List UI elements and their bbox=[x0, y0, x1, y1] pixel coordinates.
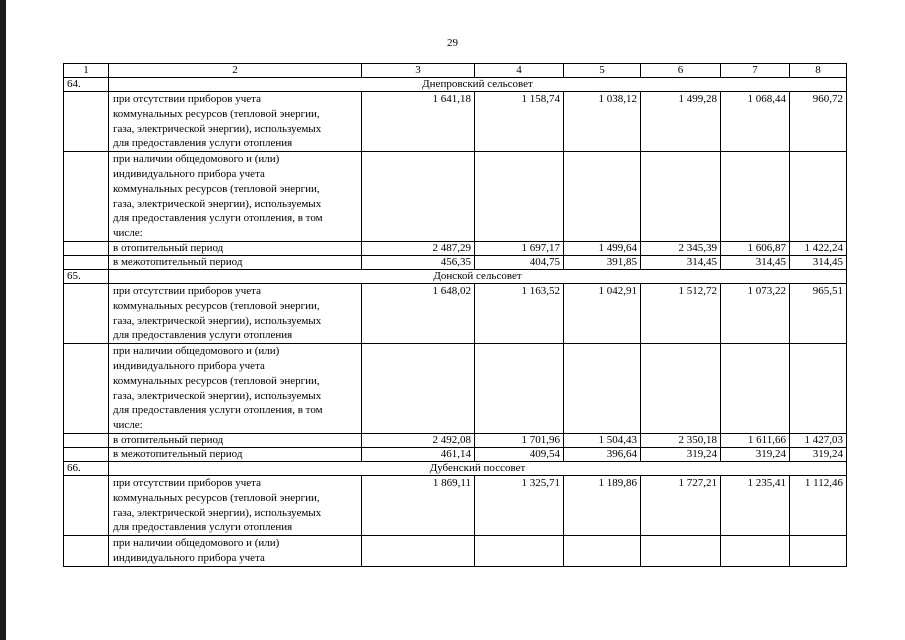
value-cell-col-8 bbox=[790, 152, 847, 242]
value-cell-col-6: 1 512,72 bbox=[641, 283, 721, 343]
row-description bbox=[109, 433, 362, 447]
value-cell-col-8: 1 112,46 bbox=[790, 475, 847, 535]
table-row bbox=[64, 283, 847, 343]
value-cell-col-5: 1 038,12 bbox=[564, 92, 641, 152]
value-cell-col-6: 1 727,21 bbox=[641, 475, 721, 535]
value-cell-col-5: 1 189,86 bbox=[564, 475, 641, 535]
row-description bbox=[109, 447, 362, 461]
description-line: для предоставления услуги отопления, в том bbox=[113, 404, 323, 417]
row-number-cell bbox=[64, 255, 109, 269]
table-row bbox=[64, 152, 847, 242]
description-line: при отсутствии приборов учета bbox=[113, 476, 261, 489]
header-cell: 3 bbox=[362, 64, 475, 78]
value-cell-col-3: 2 492,08 bbox=[362, 433, 475, 447]
row-number-cell bbox=[64, 152, 109, 242]
value-cell-col-7: 1 235,41 bbox=[721, 475, 790, 535]
value-cell-col-3 bbox=[362, 536, 475, 567]
description-line: в отопительный период bbox=[113, 241, 224, 254]
tariff-table bbox=[63, 63, 847, 567]
description-line: газа, электрической энергии), используемых bbox=[113, 389, 322, 402]
description-line: для предоставления услуги отопления bbox=[113, 329, 293, 342]
value-cell-col-3: 2 487,29 bbox=[362, 241, 475, 255]
value-cell-col-4: 404,75 bbox=[475, 255, 564, 269]
value-cell-col-8 bbox=[790, 536, 847, 567]
row-description bbox=[109, 255, 362, 269]
value-cell-col-7: 1 606,87 bbox=[721, 241, 790, 255]
description-line: газа, электрической энергии), используемых bbox=[113, 314, 322, 327]
description-line: при наличии общедомового и (или) bbox=[113, 537, 280, 550]
value-cell-col-6: 319,24 bbox=[641, 447, 721, 461]
value-cell-col-4 bbox=[475, 536, 564, 567]
value-cell-col-4: 1 158,74 bbox=[475, 92, 564, 152]
value-cell-col-7: 1 073,22 bbox=[721, 283, 790, 343]
row-description bbox=[109, 283, 362, 343]
value-cell-col-5: 1 499,64 bbox=[564, 241, 641, 255]
description-line: коммунальных ресурсов (тепловой энергии, bbox=[113, 491, 320, 504]
section-row bbox=[64, 269, 847, 283]
header-cell: 7 bbox=[721, 64, 790, 78]
table-row bbox=[64, 433, 847, 447]
value-cell-col-4 bbox=[475, 152, 564, 242]
table-header-row bbox=[64, 64, 847, 78]
description-line: для предоставления услуги отопления bbox=[113, 137, 293, 150]
value-cell-col-5: 1 042,91 bbox=[564, 283, 641, 343]
description-line: в отопительный период bbox=[113, 433, 224, 446]
row-number-cell bbox=[64, 283, 109, 343]
value-cell-col-8: 960,72 bbox=[790, 92, 847, 152]
header-cell: 5 bbox=[564, 64, 641, 78]
description-line: для предоставления услуги отопления bbox=[113, 521, 293, 534]
description-line: при наличии общедомового и (или) bbox=[113, 153, 280, 166]
description-line: коммунальных ресурсов (тепловой энергии, bbox=[113, 107, 320, 120]
value-cell-col-6: 2 345,39 bbox=[641, 241, 721, 255]
value-cell-col-4 bbox=[475, 344, 564, 434]
description-line: числе: bbox=[113, 419, 143, 432]
value-cell-col-7: 314,45 bbox=[721, 255, 790, 269]
value-cell-col-5: 396,64 bbox=[564, 447, 641, 461]
value-cell-col-7: 1 611,66 bbox=[721, 433, 790, 447]
value-cell-col-3: 1 648,02 bbox=[362, 283, 475, 343]
header-cell: 8 bbox=[790, 64, 847, 78]
description-line: при отсутствии приборов учета bbox=[113, 93, 261, 105]
value-cell-col-5: 391,85 bbox=[564, 255, 641, 269]
row-number-cell bbox=[64, 92, 109, 152]
section-row bbox=[64, 461, 847, 475]
value-cell-col-6: 2 350,18 bbox=[641, 433, 721, 447]
section-row bbox=[64, 78, 847, 92]
table-row bbox=[64, 255, 847, 269]
value-cell-col-4: 1 697,17 bbox=[475, 241, 564, 255]
value-cell-col-6: 1 499,28 bbox=[641, 92, 721, 152]
description-line: при отсутствии приборов учета bbox=[113, 284, 261, 297]
value-cell-col-7 bbox=[721, 344, 790, 434]
row-description bbox=[109, 92, 362, 152]
value-cell-col-4: 409,54 bbox=[475, 447, 564, 461]
table-row bbox=[64, 475, 847, 535]
row-number-cell bbox=[64, 344, 109, 434]
description-line: газа, электрической энергии), используемых bbox=[113, 122, 322, 135]
table-row bbox=[64, 447, 847, 461]
row-number-cell bbox=[64, 447, 109, 461]
section-title: Донской сельсовет bbox=[109, 269, 847, 283]
value-cell-col-5 bbox=[564, 536, 641, 567]
value-cell-col-6 bbox=[641, 152, 721, 242]
header-cell: 6 bbox=[641, 64, 721, 78]
value-cell-col-3: 1 641,18 bbox=[362, 92, 475, 152]
row-number-cell bbox=[64, 433, 109, 447]
value-cell-col-3: 456,35 bbox=[362, 255, 475, 269]
value-cell-col-3 bbox=[362, 152, 475, 242]
row-number-cell bbox=[64, 241, 109, 255]
table-row bbox=[64, 536, 847, 567]
value-cell-col-5 bbox=[564, 344, 641, 434]
value-cell-col-4: 1 325,71 bbox=[475, 475, 564, 535]
row-description bbox=[109, 536, 362, 567]
description-line: коммунальных ресурсов (тепловой энергии, bbox=[113, 374, 320, 387]
description-line: газа, электрической энергии), используемых bbox=[113, 197, 322, 210]
section-number: 66. bbox=[64, 461, 109, 475]
description-line: в межотопительный период bbox=[113, 447, 243, 460]
value-cell-col-3 bbox=[362, 344, 475, 434]
value-cell-col-8: 1 422,24 bbox=[790, 241, 847, 255]
section-number: 64. bbox=[64, 78, 109, 92]
description-line: при наличии общедомового и (или) bbox=[113, 345, 280, 358]
value-cell-col-5: 1 504,43 bbox=[564, 433, 641, 447]
page-left-edge-bar bbox=[0, 0, 6, 640]
description-line: коммунальных ресурсов (тепловой энергии, bbox=[113, 182, 320, 195]
description-line: индивидуального прибора учета bbox=[113, 551, 265, 564]
table-row bbox=[64, 92, 847, 152]
value-cell-col-6: 314,45 bbox=[641, 255, 721, 269]
value-cell-col-7 bbox=[721, 536, 790, 567]
page-number: 29 bbox=[447, 37, 458, 49]
description-line: для предоставления услуги отопления, в том bbox=[113, 212, 323, 225]
row-description bbox=[109, 241, 362, 255]
row-description bbox=[109, 152, 362, 242]
header-cell: 2 bbox=[109, 64, 362, 78]
row-description bbox=[109, 344, 362, 434]
value-cell-col-8: 965,51 bbox=[790, 283, 847, 343]
value-cell-col-7: 319,24 bbox=[721, 447, 790, 461]
value-cell-col-4: 1 163,52 bbox=[475, 283, 564, 343]
section-title: Днепровский сельсовет bbox=[109, 78, 847, 92]
row-number-cell bbox=[64, 536, 109, 567]
value-cell-col-7: 1 068,44 bbox=[721, 92, 790, 152]
section-number: 65. bbox=[64, 269, 109, 283]
description-line: коммунальных ресурсов (тепловой энергии, bbox=[113, 299, 320, 312]
row-description bbox=[109, 475, 362, 535]
value-cell-col-3: 461,14 bbox=[362, 447, 475, 461]
header-cell: 1 bbox=[64, 64, 109, 78]
value-cell-col-8: 314,45 bbox=[790, 255, 847, 269]
row-number-cell bbox=[64, 475, 109, 535]
value-cell-col-8: 319,24 bbox=[790, 447, 847, 461]
value-cell-col-6 bbox=[641, 344, 721, 434]
description-line: индивидуального прибора учета bbox=[113, 359, 265, 372]
description-line: индивидуального прибора учета bbox=[113, 167, 265, 180]
value-cell-col-4: 1 701,96 bbox=[475, 433, 564, 447]
value-cell-col-7 bbox=[721, 152, 790, 242]
value-cell-col-8: 1 427,03 bbox=[790, 433, 847, 447]
value-cell-col-3: 1 869,11 bbox=[362, 475, 475, 535]
description-line: числе: bbox=[113, 227, 143, 240]
table-row bbox=[64, 344, 847, 434]
value-cell-col-8 bbox=[790, 344, 847, 434]
value-cell-col-6 bbox=[641, 536, 721, 567]
description-line: в межотопительный период bbox=[113, 255, 243, 268]
description-line: газа, электрической энергии), используемых bbox=[113, 506, 322, 519]
header-cell: 4 bbox=[475, 64, 564, 78]
table-body bbox=[64, 64, 847, 567]
table-row bbox=[64, 241, 847, 255]
value-cell-col-5 bbox=[564, 152, 641, 242]
section-title: Дубенский поссовет bbox=[109, 461, 847, 475]
